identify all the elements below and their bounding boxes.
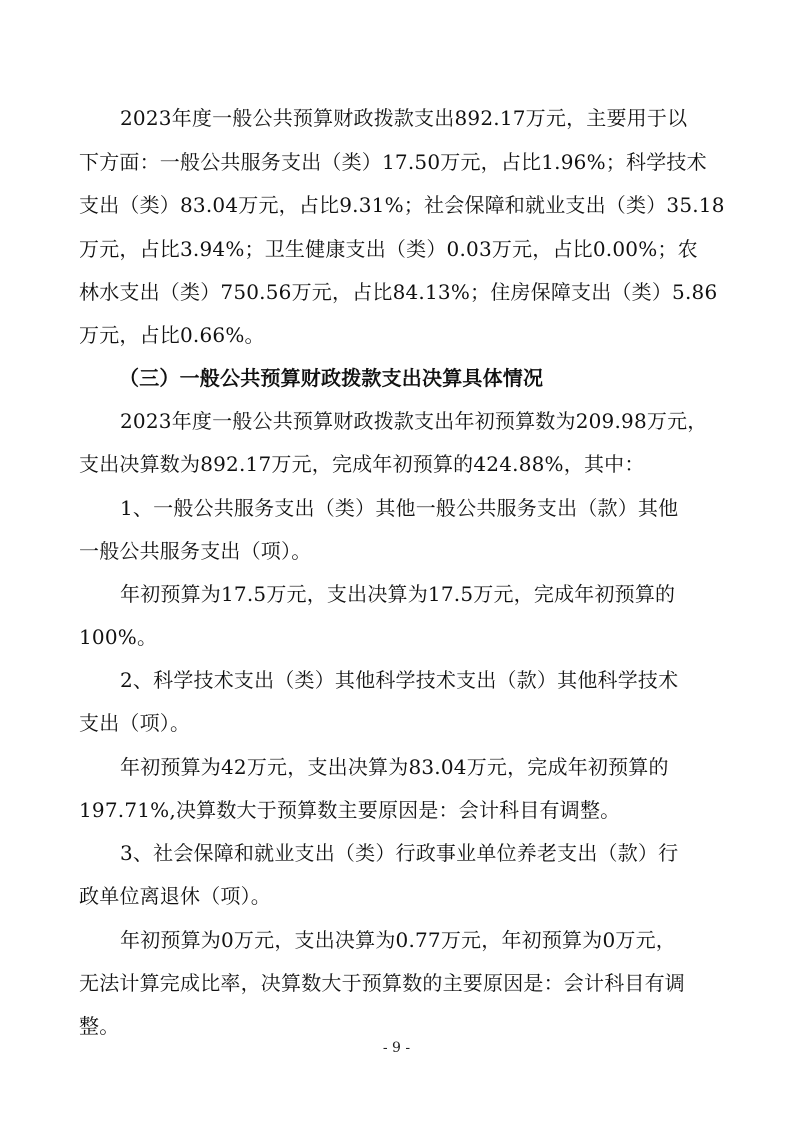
item-3-detail-line-1: 年初预算为0万元，支出决算为0.77万元，年初预算为0万元， <box>120 928 676 952</box>
item-1-detail-line-2: 100%。 <box>79 625 158 649</box>
paragraph-line-2: 下方面：一般公共服务支出（类）17.50万元，占比1.96%；科学技术 <box>79 150 707 174</box>
item-1-title-line-2: 一般公共服务支出（项）。 <box>79 539 312 563</box>
paragraph-line-8: 2023年度一般公共预算财政拨款支出年初预算数为209.98万元， <box>120 409 708 433</box>
item-1-detail-line-1: 年初预算为17.5万元，支出决算为17.5万元，完成年初预算的 <box>120 582 676 606</box>
item-3-detail-line-2: 无法计算完成比率，决算数大于预算数的主要原因是：会计科目有调 <box>79 971 685 995</box>
item-2-title-line-2: 支出（项）。 <box>79 711 191 735</box>
page-number: - 9 - <box>382 1040 411 1056</box>
item-1-title-line-1: 1、一般公共服务支出（类）其他一般公共服务支出（款）其他 <box>120 496 679 520</box>
paragraph-line-1: 2023年度一般公共预算财政拨款支出892.17万元，主要用于以 <box>120 106 688 130</box>
paragraph-line-6: 万元，占比0.66%。 <box>79 323 265 347</box>
item-3-detail-line-3: 整。 <box>79 1014 120 1038</box>
item-3-title-line-1: 3、社会保障和就业支出（类）行政事业单位养老支出（款）行 <box>120 841 679 865</box>
item-2-detail-line-2: 197.71%,决算数大于预算数主要原因是：会计科目有调整。 <box>79 798 621 822</box>
paragraph-line-5: 林水支出（类）750.56万元，占比84.13%；住房保障支出（类）5.86 <box>79 280 718 304</box>
section-heading: （三）一般公共预算财政拨款支出决算具体情况 <box>119 366 544 390</box>
item-2-title-line-1: 2、科学技术支出（类）其他科学技术支出（款）其他科学技术 <box>120 668 679 692</box>
item-2-detail-line-1: 年初预算为42万元，支出决算为83.04万元，完成年初预算的 <box>120 755 669 779</box>
paragraph-line-3: 支出（类）83.04万元，占比9.31%；社会保障和就业支出（类）35.18 <box>79 193 725 217</box>
paragraph-line-9: 支出决算数为892.17万元，完成年初预算的424.88%，其中： <box>79 452 645 476</box>
paragraph-line-4: 万元，占比3.94%；卫生健康支出（类）0.03万元，占比0.00%；农 <box>79 237 698 261</box>
item-3-title-line-2: 政单位离退休（项）。 <box>79 884 271 908</box>
